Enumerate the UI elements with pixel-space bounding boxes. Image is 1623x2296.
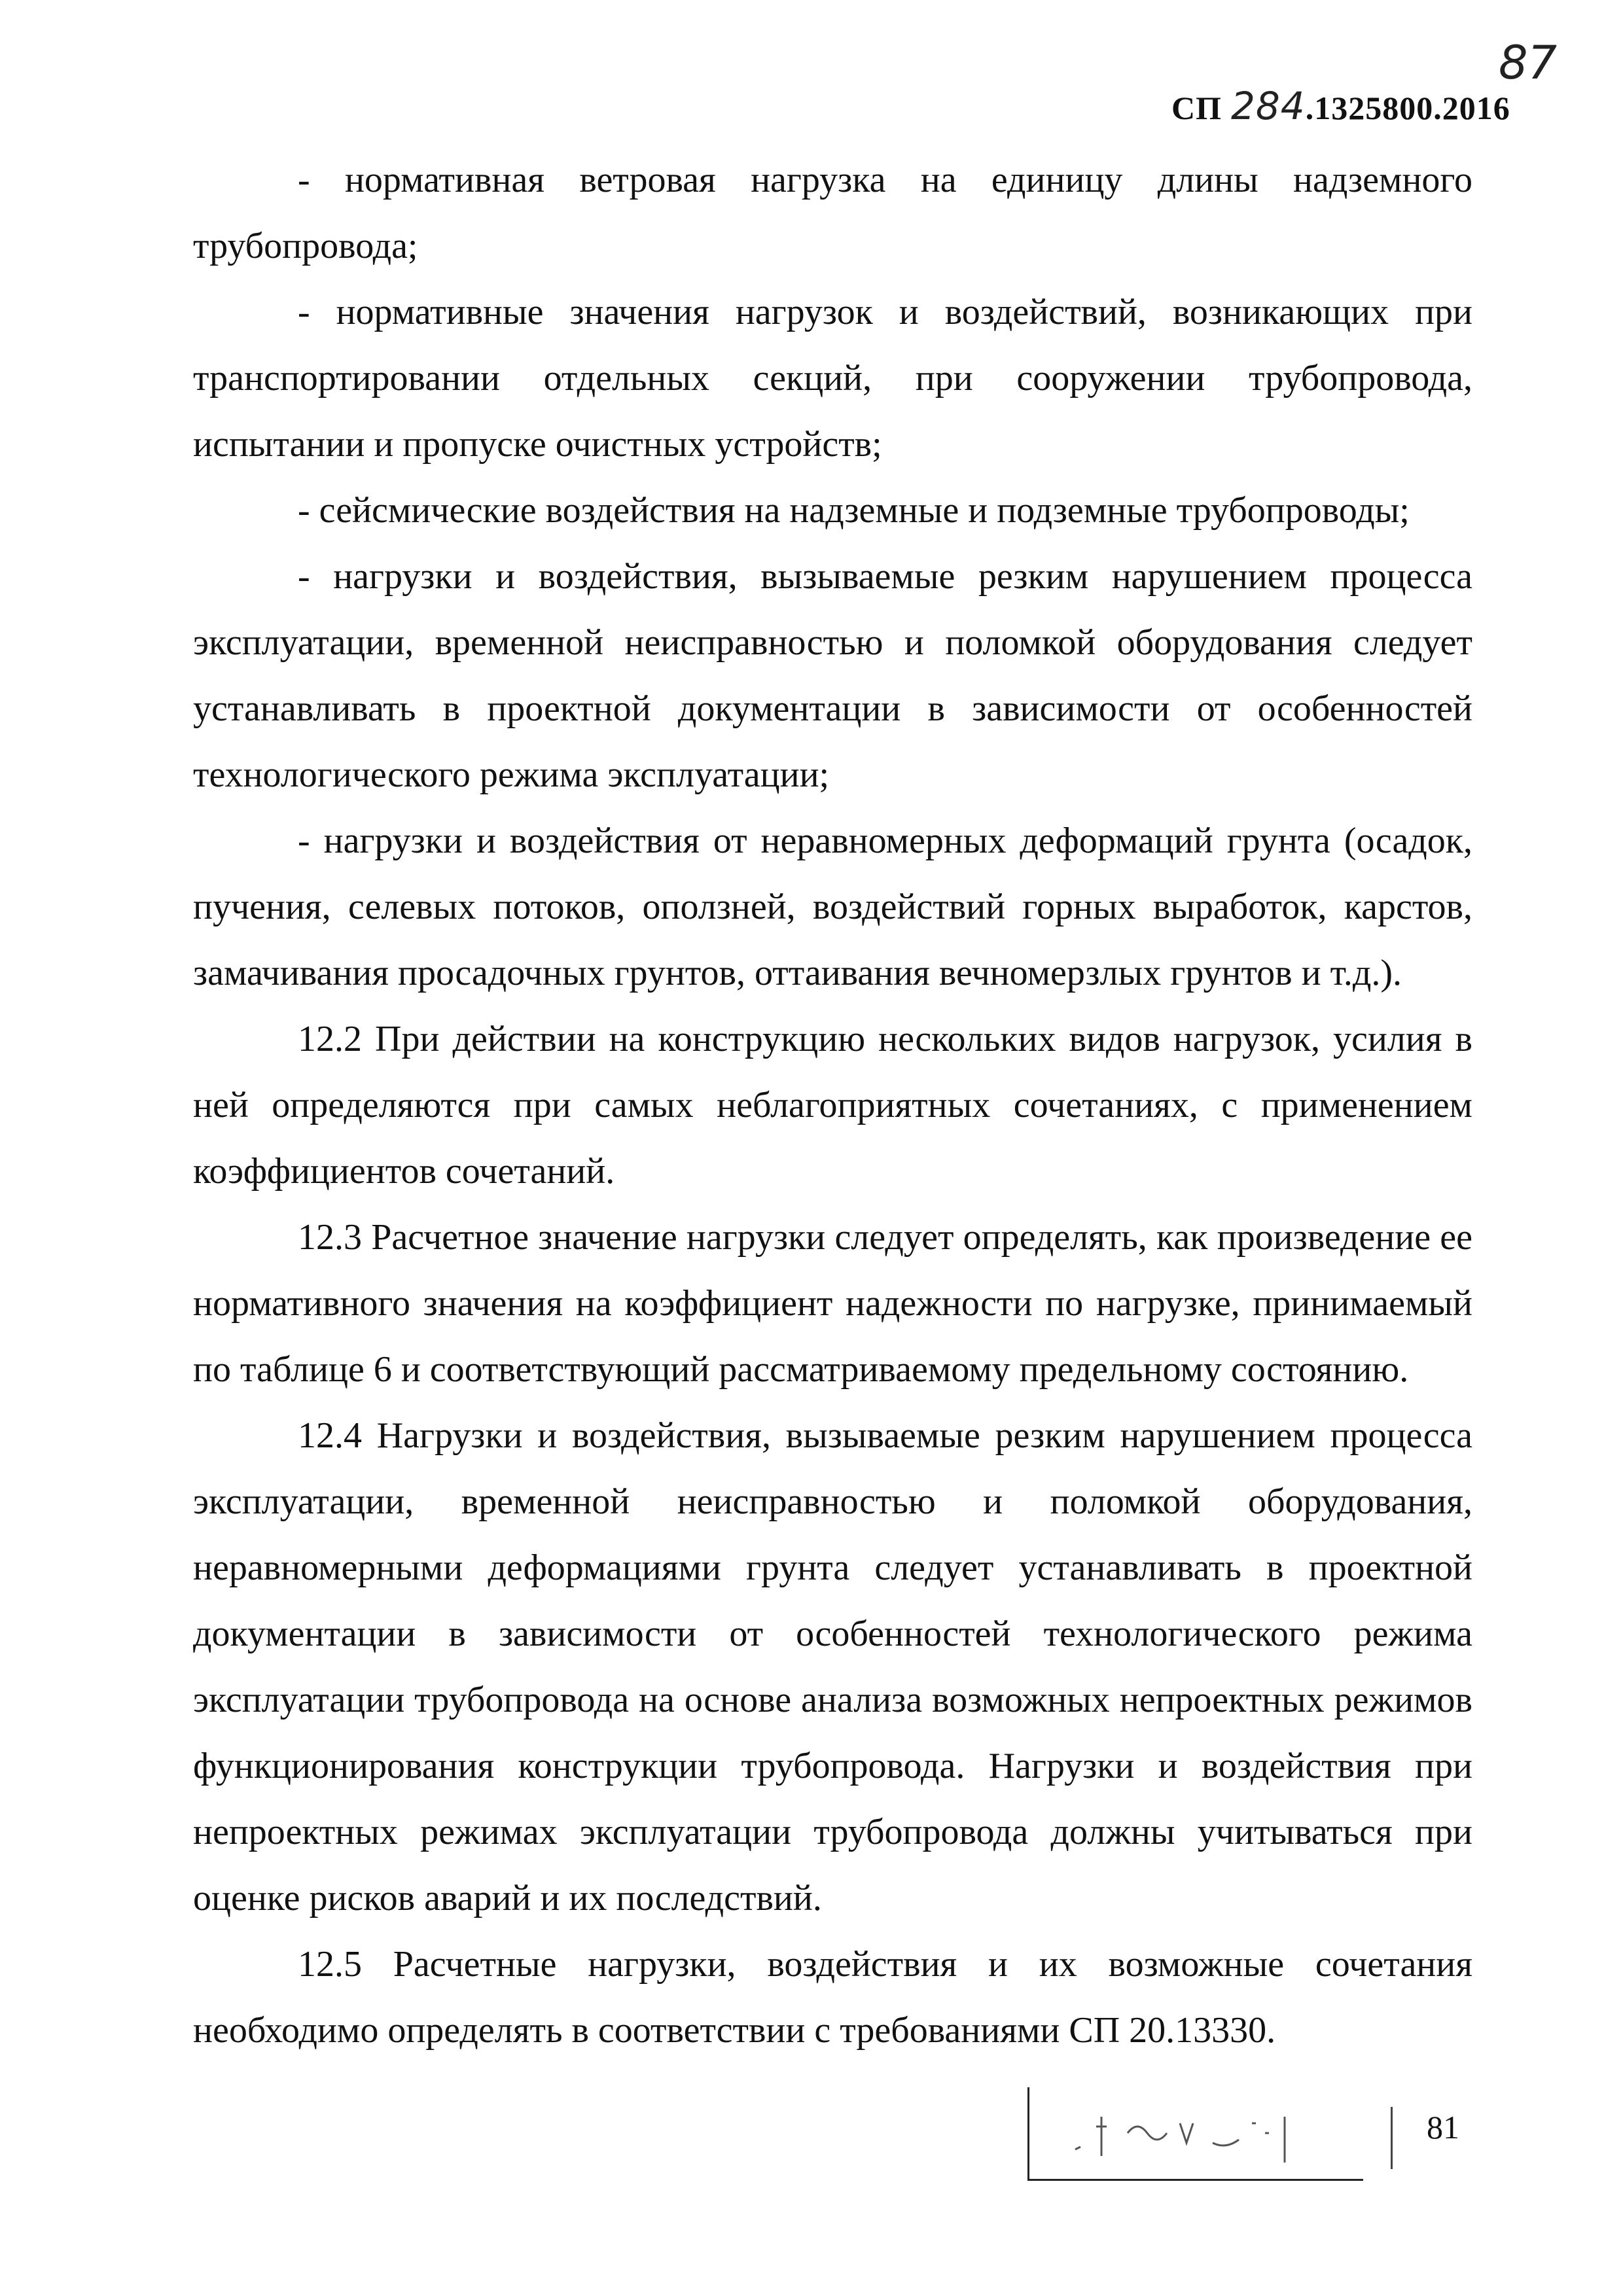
approval-stamp-box: [1027, 2087, 1363, 2181]
stamp-divider: [1391, 2107, 1393, 2169]
list-item-transport-loads: - нормативные значения нагрузок и воздействий, возникающих при транспортировании отдельных секций, при сооружении трубопровода, испытании и пропуске очистных устройств;: [193, 292, 1472, 465]
document-code-header: [1171, 84, 1510, 128]
handwritten-code-number: 284: [1231, 84, 1306, 128]
list-item-wind-load: - нормативная ветровая нагрузка на единицу длины надземного трубопровода;: [193, 160, 1472, 266]
code-prefix: СП: [1171, 90, 1222, 126]
document-body: [193, 147, 1472, 2064]
list-item-operational-disruption: - нагрузки и воздействия, вызываемые резким нарушением процесса эксплуатации, временной неисправностью и поломкой оборудования следует устанавливать в проектной документации в зависимости от особенностей технологического режима эксплуатации;: [193, 556, 1472, 795]
handwritten-page-number: 87: [1499, 36, 1558, 90]
clause-12-4: 12.4 Нагрузки и воздействия, вызываемые резким нарушением процесса эксплуатации, временной неисправностью и поломкой оборудования, неравномерными деформациями грунта следует устанавливать в проектной документации в зависимости от особенностей технологического режима эксплуатации трубопровода на основе анализа возможных непроектных режимов функционирования конструкции трубопровода. Нагрузки и воздействия при непроектных режимах эксплуатации трубопровода должны учитываться при оценке рисков аварий и их последствий.: [193, 1415, 1472, 1918]
list-item-soil-deformation: - нагрузки и воздействия от неравномерных деформаций грунта (осадок, пучения, селевых потоков, оползней, воздействий горных выработок, карстов, замачивания просадочных грунтов, оттаивания вечномерзлых грунтов и т.д.).: [193, 821, 1472, 993]
code-suffix: .1325800.2016: [1305, 90, 1510, 126]
clause-12-5: 12.5 Расчетные нагрузки, воздействия и их возможные сочетания необходимо определять в соответствии с требованиями СП 20.13330.: [193, 1944, 1472, 2051]
stamp-scribble-icon: [1056, 2097, 1330, 2169]
clause-12-2: 12.2 При действии на конструкцию нескольких видов нагрузок, усилия в ней определяются при самых неблагоприятных сочетаниях, с применением коэффициентов сочетаний.: [193, 1019, 1472, 1192]
list-item-seismic: - сейсмические воздействия на надземные и подземные трубопроводы;: [298, 490, 1410, 531]
clause-12-3: 12.3 Расчетное значение нагрузки следует определять, как произведение ее нормативного значения на коэффициент надежности по нагрузке, принимаемый по таблице 6 и соответствующий рассматриваемому предельному состоянию.: [193, 1217, 1472, 1390]
page-number: 81: [1427, 2109, 1459, 2146]
